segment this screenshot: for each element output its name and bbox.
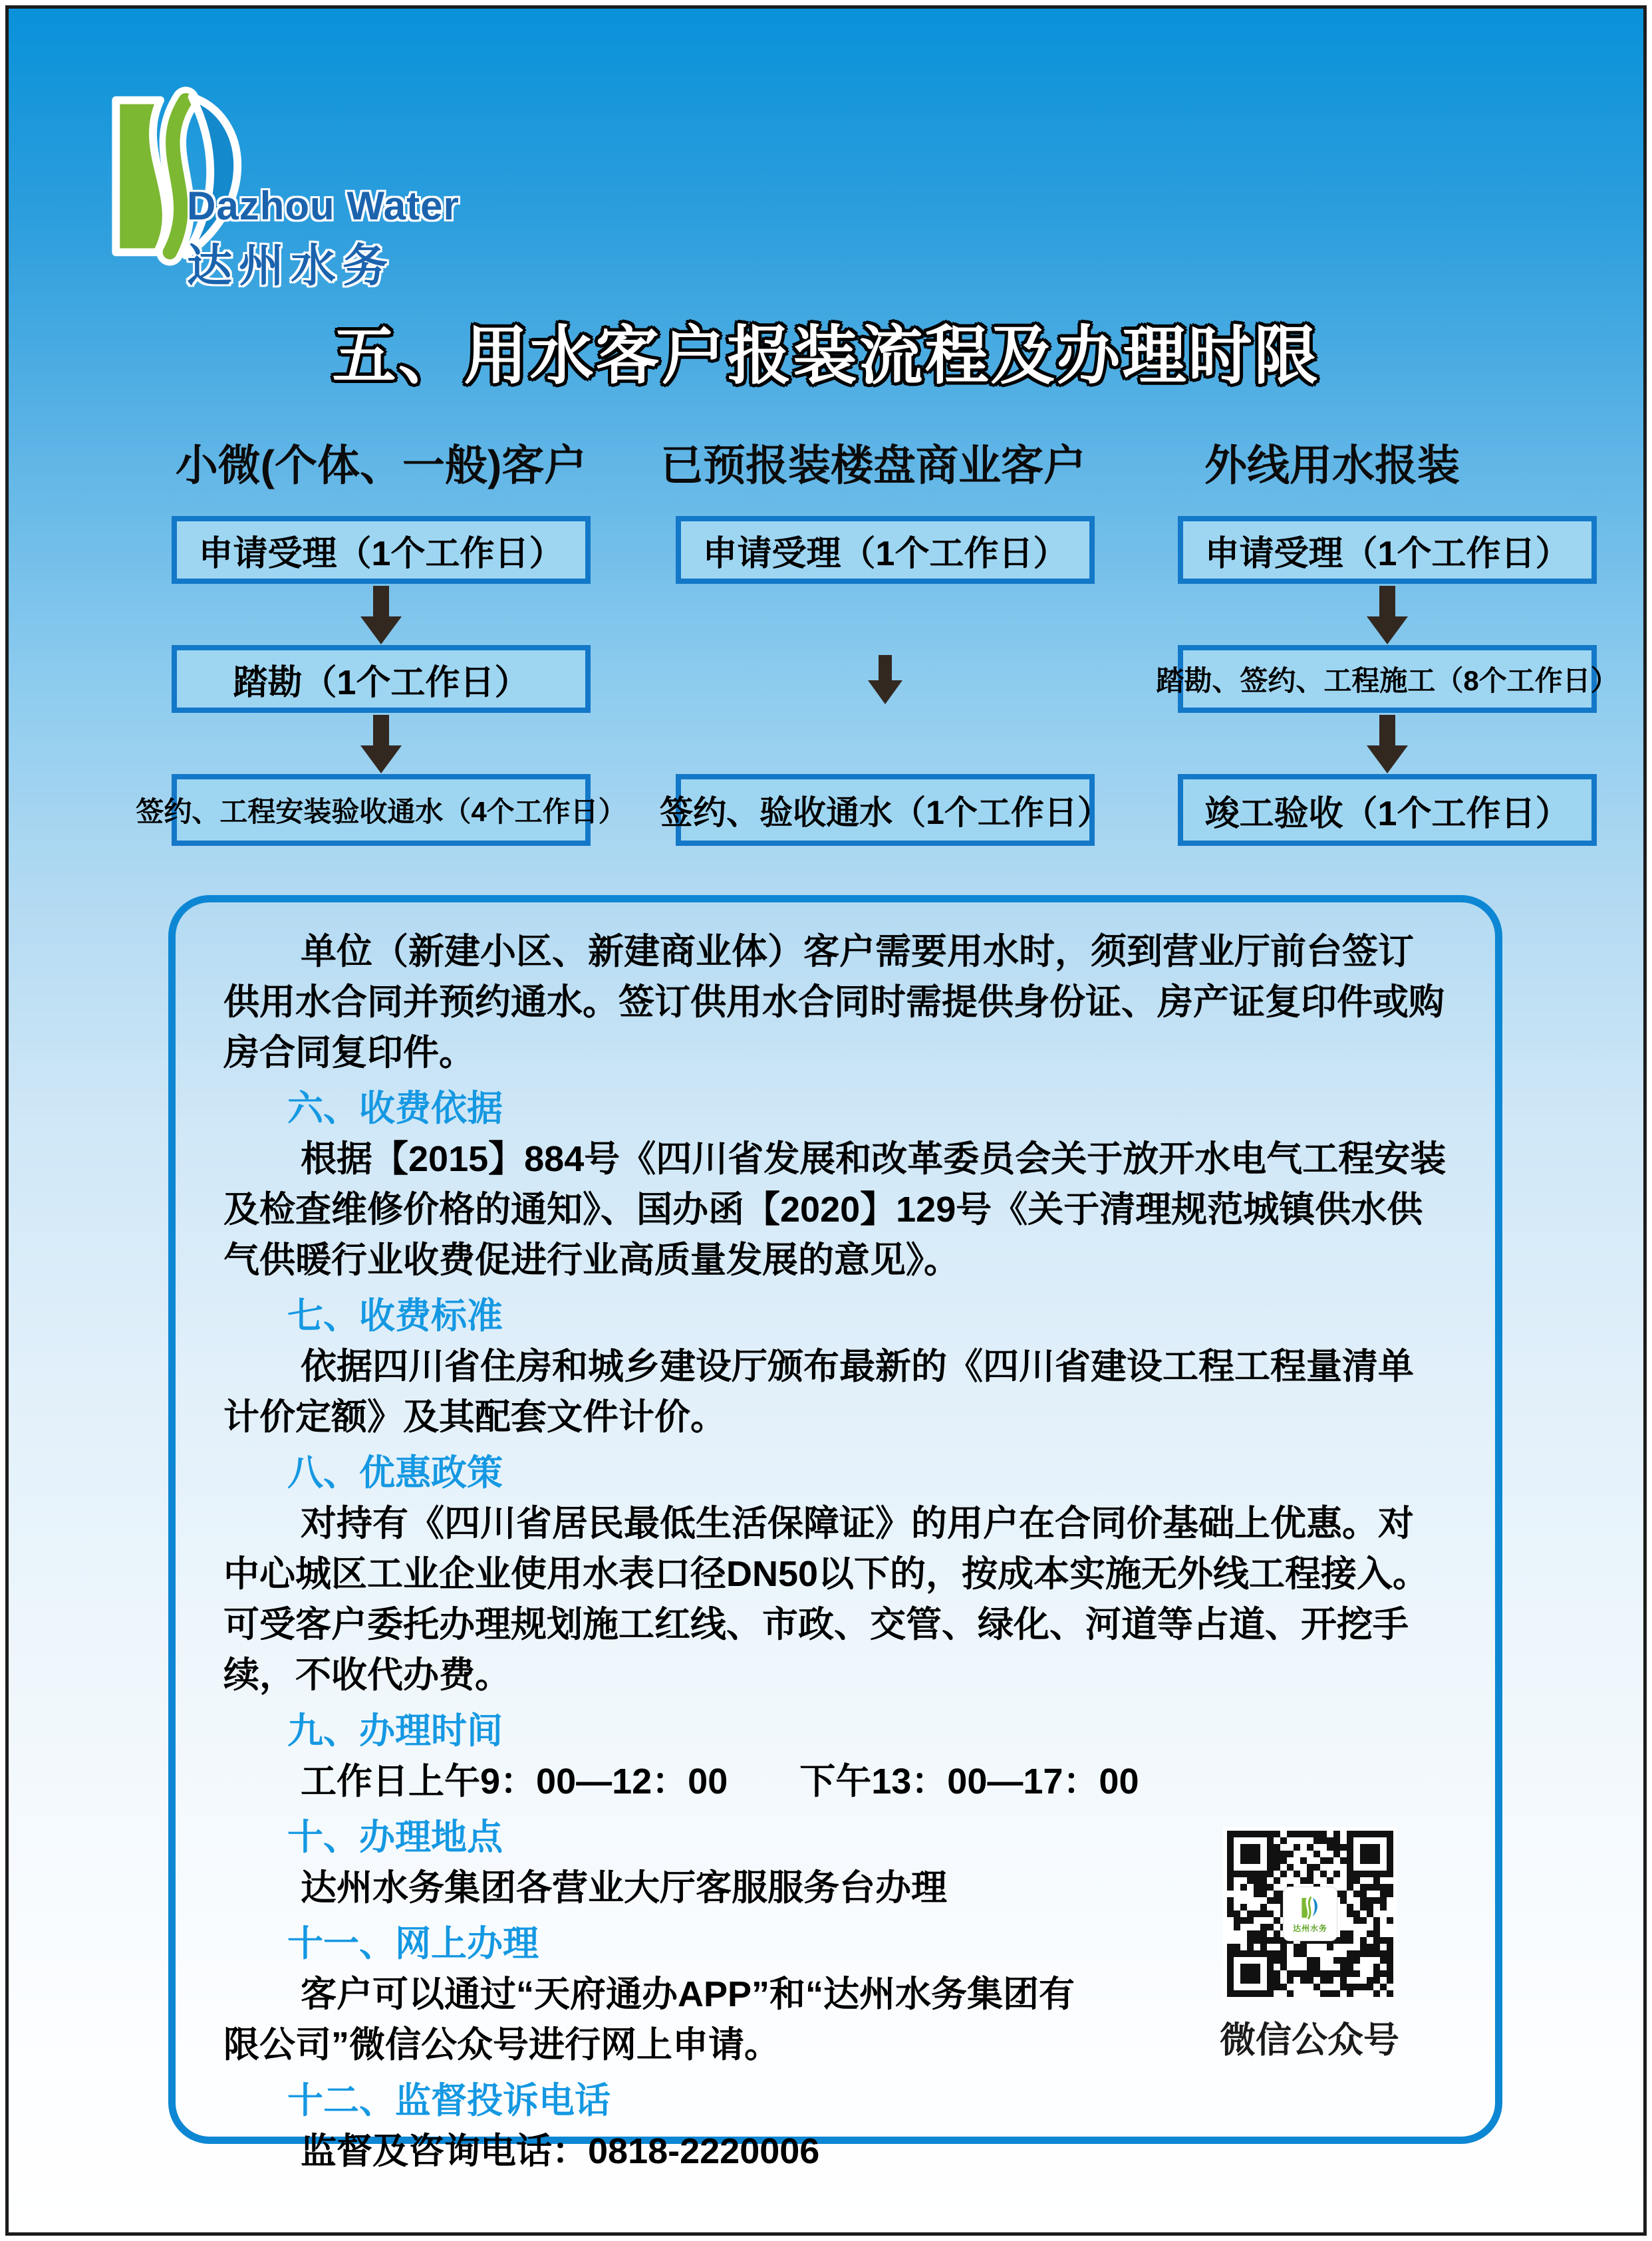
logo-wordmark: [187, 183, 460, 295]
down-arrow-icon: [360, 586, 402, 644]
section-body: 客户可以通过“天府通办APP”和“达州水务集团有限公司”微信公众号进行网上申请。: [223, 1974, 1075, 2065]
flow-column-header-1: 小微(个体、一般)客户: [175, 442, 587, 489]
qr-caption: 微信公众号: [1220, 2020, 1399, 2060]
flow-step: 竣工验收（1个工作日）: [1178, 774, 1597, 846]
flow-step: 签约、验收通水（1个工作日）: [676, 774, 1095, 846]
down-arrow-icon: [1367, 586, 1408, 644]
down-arrow-icon: [868, 655, 902, 704]
flow-step: 申请受理（1个工作日）: [676, 516, 1095, 584]
water-drop-logo-icon: [1298, 1895, 1322, 1921]
flow-step: 踏勘、签约、工程施工（8个工作日）: [1178, 645, 1597, 713]
dazhou-water-logo: [88, 75, 460, 291]
section-body: 根据【2015】884号《四川省发展和改革委员会关于放开水电气工程安装及检查维修价格的通知》、国办函【2020】129号《关于清理规范城镇供水供气供暖行业收费促进行业高质量发展的意见》。: [223, 1139, 1446, 1280]
flow-column-header-2: 已预报装楼盘商业客户: [660, 442, 1086, 489]
down-arrow-icon: [360, 715, 402, 773]
flow-step: 申请受理（1个工作日）: [1178, 516, 1597, 584]
section-body: 监督及咨询电话：0818-2220006: [301, 2131, 820, 2171]
poster: [5, 5, 1647, 2236]
qr-code: [1223, 1827, 1397, 2001]
section-body: 达州水务集团各营业大厅客服服务台办理: [301, 1868, 947, 1908]
section-heading: 六、收费依据: [287, 1089, 503, 1128]
section-body: 依据四川省住房和城乡建设厅颁布最新的《四川省建设工程工程量清单计价定额》及其配套文件计价。: [223, 1347, 1414, 1437]
flow-step: 申请受理（1个工作日）: [172, 516, 591, 584]
section-heading: 九、办理时间: [287, 1711, 503, 1751]
brand-name-en: Dazhou Water: [187, 184, 460, 228]
section-body: 对持有《四川省居民最低生活保障证》的用户在合同价基础上优惠。对中心城区工业企业使用水表口径DN50以下的，按成本实施无外线工程接入。可受客户委托办理规划施工红线、市政、交管、绿化、河道等占道、开挖手续，不收代办费。: [223, 1504, 1429, 1695]
brand-name-zh: 达州水务: [187, 241, 395, 291]
section-body: 工作日上午9：00—12：00 下午13：00—17：00: [301, 1762, 1139, 1801]
intro-paragraph: 单位（新建小区、新建商业体）客户需要用水时，须到营业厅前台签订供用水合同并预约通水。签订供用水合同时需提供身份证、房产证复印件或购房合同复印件。: [223, 932, 1445, 1073]
qr-logo-label: 达州水务: [1292, 1923, 1327, 1933]
flow-step: 踏勘（1个工作日）: [172, 645, 591, 713]
section-heading: 十一、网上办理: [287, 1924, 539, 1964]
down-arrow-icon: [1367, 715, 1408, 773]
section-heading: 七、收费标准: [287, 1296, 503, 1336]
flow-column-header-3: 外线用水报装: [1204, 442, 1460, 489]
section-heading: 十二、监督投诉电话: [287, 2081, 611, 2121]
qr-center-logo: [1283, 1887, 1337, 1941]
page-title: 五、用水客户报装流程及办理时限: [332, 321, 1320, 392]
section-heading: 十、办理地点: [287, 1817, 503, 1857]
flow-step: 签约、工程安装验收通水（4个工作日）: [172, 774, 591, 846]
section-heading: 八、优惠政策: [287, 1453, 503, 1493]
